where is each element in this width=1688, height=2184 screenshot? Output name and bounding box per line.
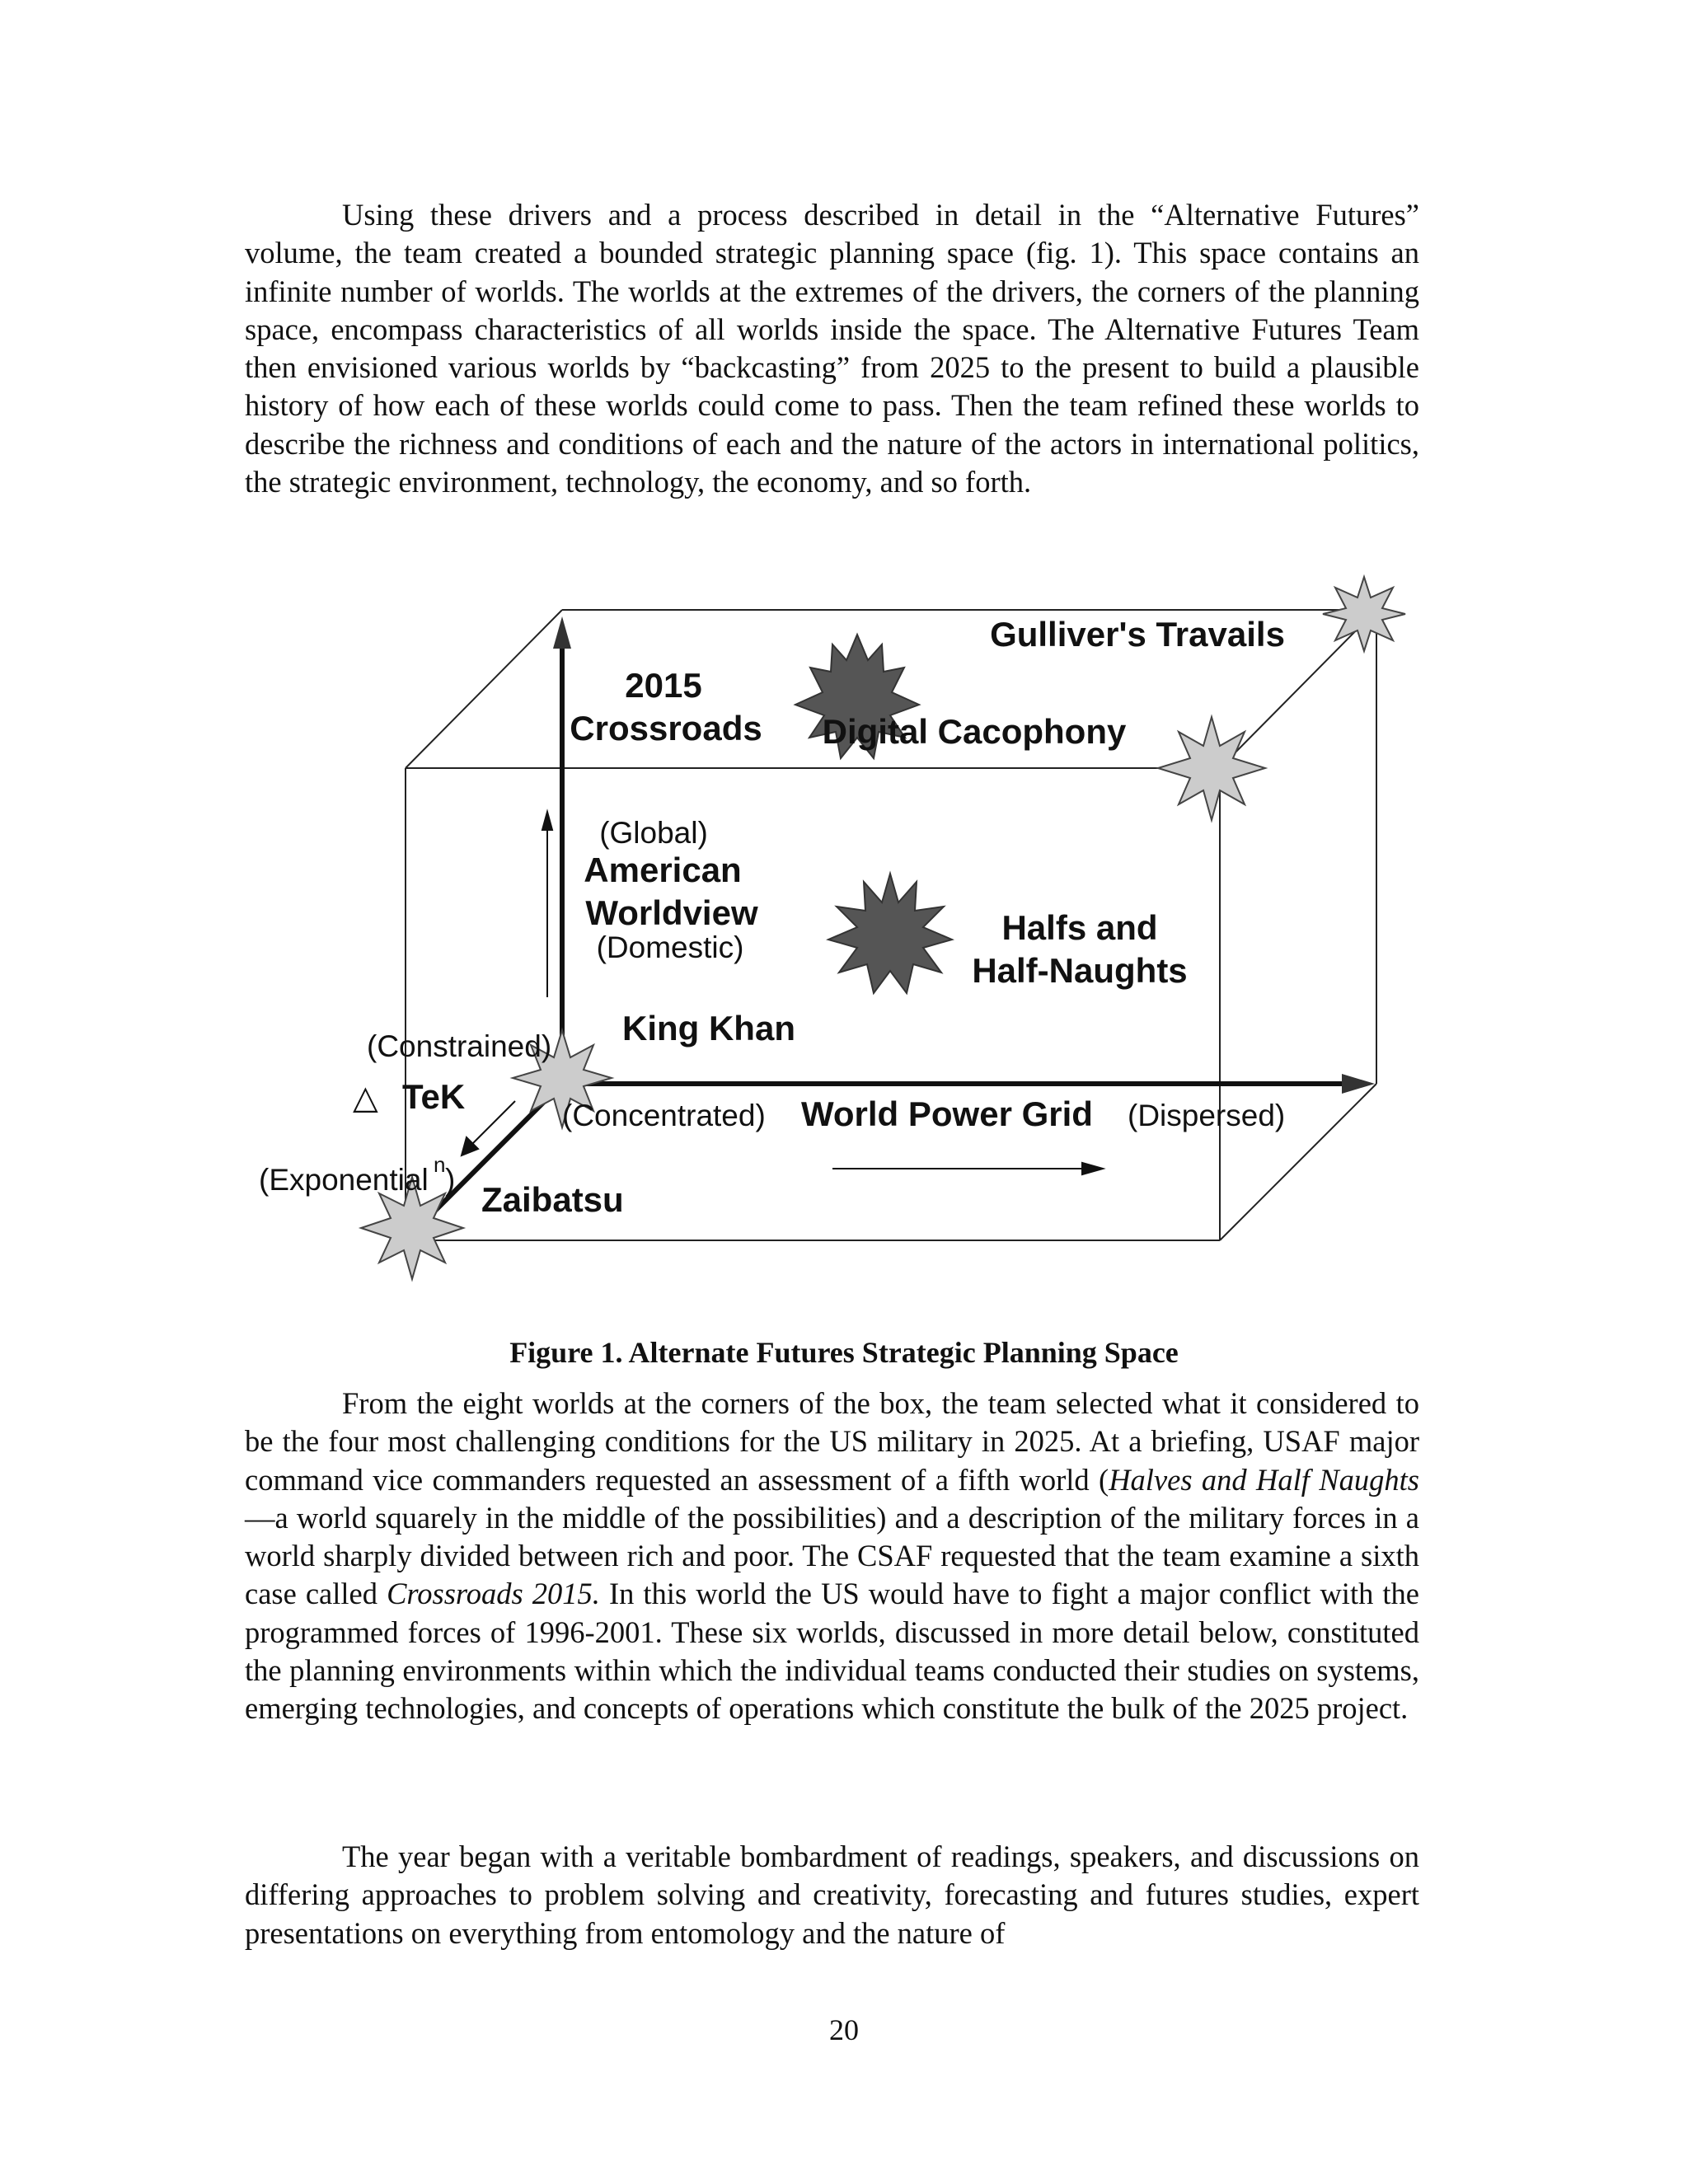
label-halfs-and: Halfs and (1001, 908, 1158, 947)
label-crossroads-year: 2015 (625, 666, 702, 705)
label-digital-cacophony: Digital Cacophony (822, 712, 1127, 751)
label-half-naughts: Half-Naughts (972, 951, 1188, 990)
label-global: (Global) (599, 816, 708, 850)
label-crossroads: Crossroads (570, 709, 762, 748)
label-constrained: (Constrained) (367, 1029, 552, 1063)
label-exponential: (Exponential (259, 1163, 429, 1197)
paragraph-intro: Using these drivers and a process described in detail in the “Alternative Futures” volume, the team created a bounded strategic planning space (fig. 1). This space contains an infinite number of worlds. The worlds at the extremes of the drivers, the corners of the planning space, encompass characteristics of all worlds inside the space. The Alternative Futures Team then envisioned various worlds by “backcasting” from 2025 to the present to build a plausible history of how each of these worlds could come to pass. Then the team refined these worlds to describe the richness and conditions of each and the nature of the actors in international politics, the strategic environment, technology, the economy, and so forth. (245, 198, 1419, 499)
paragraph-year-began: The year began with a veritable bombardment of readings, speakers, and discussions on differing approaches to problem solving and creativity, forecasting and futures studies, expert presentations on everything from entomology and the nature of (245, 1840, 1419, 1950)
label-concentrated: (Concentrated) (562, 1099, 766, 1132)
label-american: American (584, 851, 742, 889)
figure-caption: Figure 1. Alternate Futures Strategic Planning Space (509, 1336, 1179, 1369)
label-triangle: △ (353, 1080, 378, 1116)
paragraph-worlds-part1: From the eight worlds at the corners of the box, the team selected what it considered to be the four most challenging conditions for the US military in 2025. At a briefing, USAF major command vice commanders requested an assessment of a fifth world ( (245, 1386, 1419, 1497)
planning-space-figure (247, 560, 1442, 1319)
label-dispersed: (Dispersed) (1128, 1099, 1286, 1132)
paragraph-worlds-italic-halves: Halves and Half Naughts (1109, 1462, 1420, 1497)
paragraph-worlds-part3: In this world the US would have to fight a major conflict with the programmed forces of 1996-2001. These six worlds, discussed in more detail below, constituted the planning environments within which the individual teams conducted their studies on systems, emerging technologies, and concepts of operations which constitute the bulk of the 2025 project. (245, 1577, 1419, 1726)
star-gullivers-travails (1323, 577, 1405, 651)
star-digital-cacophony (1158, 717, 1265, 820)
label-worldview: Worldview (585, 893, 758, 932)
label-gullivers-travails: Gulliver's Travails (990, 615, 1285, 654)
paragraph-worlds-italic-crossroads: Crossroads 2015. (387, 1577, 600, 1611)
label-domestic: (Domestic) (596, 930, 744, 964)
paragraph-worlds (245, 1385, 1419, 1728)
dispersed-direction-arrowhead (1082, 1163, 1103, 1174)
global-direction-arrowhead (542, 812, 552, 830)
label-zaibatsu: Zaibatsu (481, 1180, 624, 1219)
label-world-power-grid: World Power Grid (801, 1094, 1093, 1133)
vertical-axis-arrowhead (553, 616, 571, 649)
page-number: 20 (829, 2013, 859, 2046)
label-exponent-n: n (434, 1152, 446, 1177)
label-exponential-close: ) (445, 1163, 456, 1197)
label-tek: TeK (402, 1077, 466, 1116)
star-world-power-grid-center (828, 874, 952, 993)
label-king-khan: King Khan (622, 1009, 795, 1047)
paragraph-worlds-part2: —a world squarely in the middle of the possibilities) and a description of the military forces in a world sharply divided between rich and poor. The CSAF requested that the team examine a sixth case called (245, 1500, 1419, 1611)
